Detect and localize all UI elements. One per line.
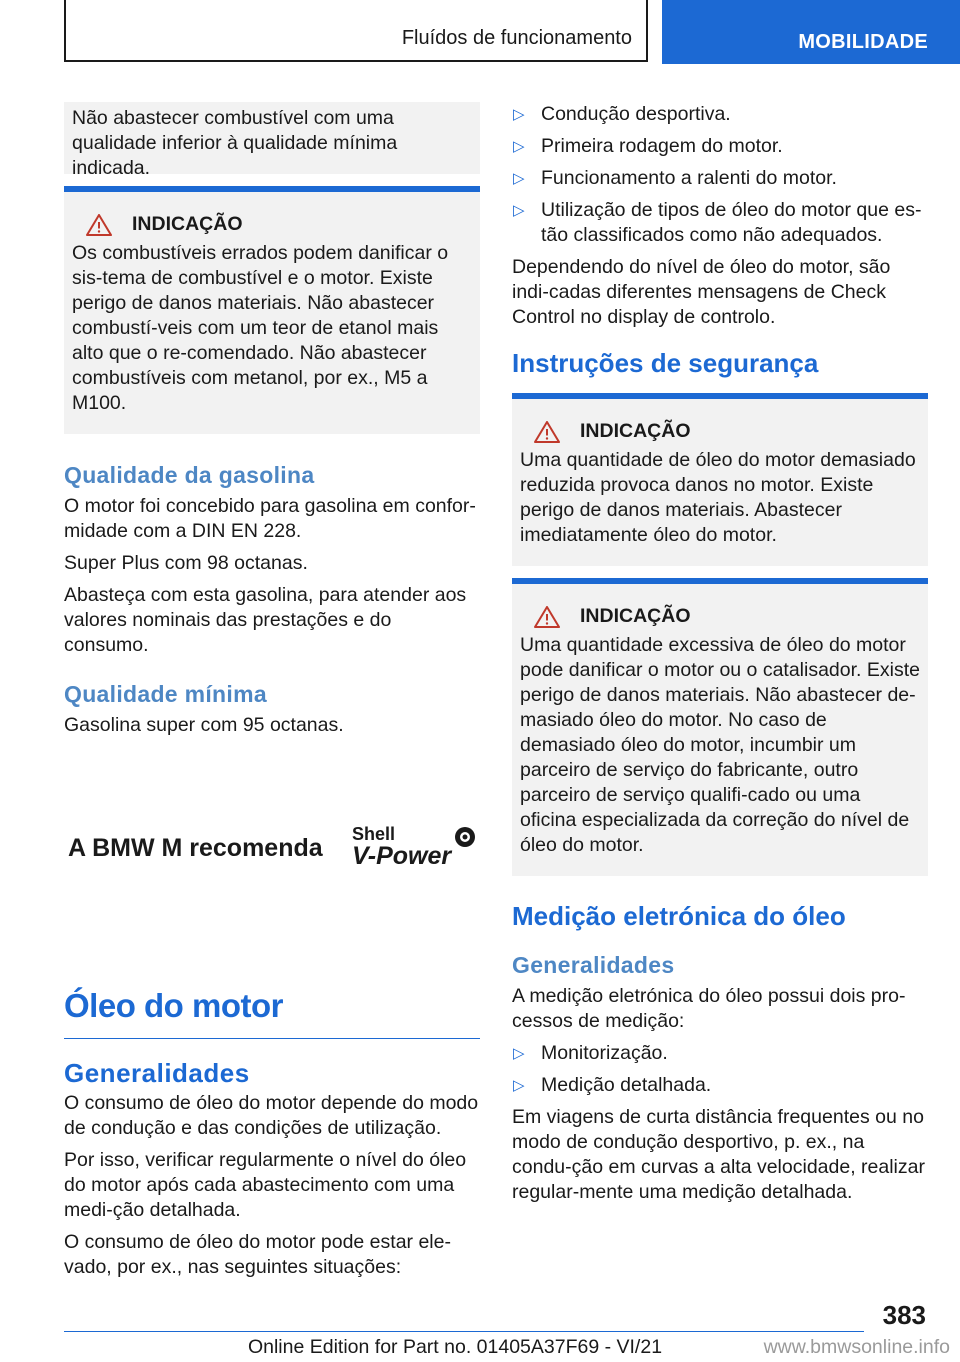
quality-note-text: Não abastecer combustível com uma qualidade inferior à qualidade mínima indicada. bbox=[72, 107, 398, 179]
oil-paragraph-3: O consumo de óleo do motor pode estar ele‐vado, por ex., nas seguintes situações: bbox=[64, 1231, 451, 1278]
triangle-bullet-icon: ▷ bbox=[513, 1045, 525, 1062]
notice-fuel-title: INDICAÇÃO bbox=[132, 213, 243, 235]
list-item: ▷ Monitorização. bbox=[513, 1042, 668, 1064]
notice-oil-high-header bbox=[520, 604, 920, 629]
quality-note-box bbox=[64, 102, 480, 179]
electronic-paragraph-1: A medição eletrónica do óleo possui dois pro‐cessos de medição: bbox=[512, 985, 906, 1032]
check-control-paragraph: Dependendo do nível de óleo do motor, são indi‐cadas diferentes mensagens de Check Control no display de controlo. bbox=[512, 256, 891, 328]
minimum-quality-paragraph: Gasolina super com 95 octanas. bbox=[64, 714, 344, 736]
triangle-bullet-icon: ▷ bbox=[513, 106, 525, 123]
list-item: ▷ Medição detalhada. bbox=[513, 1074, 712, 1096]
notice-oil-high bbox=[512, 578, 928, 876]
shell-vpower-banner bbox=[64, 818, 480, 878]
engine-oil-title: Óleo do motor bbox=[64, 987, 283, 1024]
triangle-bullet-icon: ▷ bbox=[513, 1077, 525, 1094]
oil-paragraph-2: Por isso, verificar regularmente o nível do óleo do motor após cada abastecimento com uma medi‐ção detalhada. bbox=[64, 1149, 467, 1221]
edition-label: Online Edition for Part no. 01405A37F69 - VI/21 bbox=[247, 1336, 663, 1358]
triangle-bullet-icon: ▷ bbox=[513, 138, 525, 155]
shell-emblem-icon bbox=[454, 826, 476, 848]
situation-list bbox=[512, 102, 928, 248]
chapter-tab-label: Fluídos de funcionamento bbox=[401, 27, 632, 49]
gasoline-paragraph-2: Super Plus com 98 octanas. bbox=[64, 552, 308, 574]
notice-fuel bbox=[64, 186, 480, 434]
general-heading-right: Generalidades bbox=[512, 952, 675, 978]
watermark: www.bmwsonline.info bbox=[763, 1336, 950, 1358]
notice-oil-low-header bbox=[520, 419, 920, 444]
notice-oil-high-body: Uma quantidade excessiva de óleo do motor pode danificar o motor ou o catalisador. Existe perigo de danos materiais. Não abastecer de‐masiado óleo do motor. No caso de demasiado óleo do motor, incumbir um parceiro de serviço do fabricante, outro parceiro de serviço qualifi‐cado ou uma oficina especializada da correção do nível de óleo do motor. bbox=[520, 634, 920, 856]
electronic-measurement-heading: Medição eletrónica do óleo bbox=[512, 901, 846, 931]
section-tab[interactable] bbox=[662, 0, 960, 64]
general-heading-left: Generalidades bbox=[64, 1058, 250, 1088]
list-item: ▷ Condução desportiva. bbox=[513, 103, 731, 125]
left-column bbox=[64, 102, 480, 1287]
notice-oil-low-body: Uma quantidade de óleo do motor demasiado reduzida provoca danos no motor. Existe perigo de danos materiais. Abastecer imediatamente óleo do motor. bbox=[520, 449, 916, 546]
electronic-paragraph-2: Em viagens de curta distância frequentes ou no modo de condução desportivo, p. ex., na condu‐ção em curvas a alta velocidade, realizar regular‐mente uma medição detalhada. bbox=[512, 1106, 925, 1203]
list-item: ▷ Utilização de tipos de óleo do motor que es‐tão classificados como não adequados. bbox=[513, 199, 922, 246]
engine-oil-title-block bbox=[64, 986, 480, 1039]
notice-oil-low-title: INDICAÇÃO bbox=[580, 420, 691, 442]
notice-fuel-body: Os combustíveis errados podem danificar o sis‐tema de combustível e o motor. Existe perigo de danos materiais. Não abastecer combustí‐veis com um teor de etanol mais alto que o re‐comendado. Não abastecer combustíveis com metanol, por ex., M5 a M100. bbox=[72, 242, 449, 414]
minimum-quality-heading: Qualidade mínima bbox=[64, 681, 267, 707]
shell-vpower-logo bbox=[352, 824, 476, 872]
list-item: ▷ Funcionamento a ralenti do motor. bbox=[513, 167, 837, 189]
logo-shell-text: Shell bbox=[352, 824, 396, 844]
right-column bbox=[512, 102, 928, 1212]
gasoline-paragraph-3: Abasteça com esta gasolina, para atender aos valores nominais das prestações e do consumo. bbox=[64, 584, 467, 656]
notice-fuel-header bbox=[72, 212, 472, 237]
triangle-bullet-icon: ▷ bbox=[513, 202, 525, 219]
triangle-bullet-icon: ▷ bbox=[513, 170, 525, 187]
method-list bbox=[512, 1041, 928, 1098]
gasoline-paragraph-1: O motor foi concebido para gasolina em confor‐midade com a DIN EN 228. bbox=[64, 495, 476, 542]
list-item: ▷ Primeira rodagem do motor. bbox=[513, 135, 783, 157]
warning-triangle-icon bbox=[534, 606, 560, 628]
footer-divider bbox=[64, 1331, 864, 1332]
warning-triangle-icon bbox=[534, 421, 560, 443]
page-number: 383 bbox=[882, 1300, 926, 1330]
section-tab-label: MOBILIDADE bbox=[798, 31, 928, 53]
safety-heading: Instruções de segurança bbox=[512, 348, 819, 378]
oil-paragraph-1: O consumo de óleo do motor depende do modo de condução e das condições de utilização. bbox=[64, 1092, 479, 1139]
banner-text: A BMW M recomenda bbox=[68, 833, 323, 862]
chapter-tab[interactable] bbox=[64, 0, 648, 62]
warning-triangle-icon bbox=[86, 214, 112, 236]
notice-oil-high-title: INDICAÇÃO bbox=[580, 605, 691, 627]
notice-oil-low bbox=[512, 393, 928, 566]
logo-vpower-text: V-Power bbox=[352, 842, 452, 870]
gasoline-quality-heading: Qualidade da gasolina bbox=[64, 462, 315, 488]
